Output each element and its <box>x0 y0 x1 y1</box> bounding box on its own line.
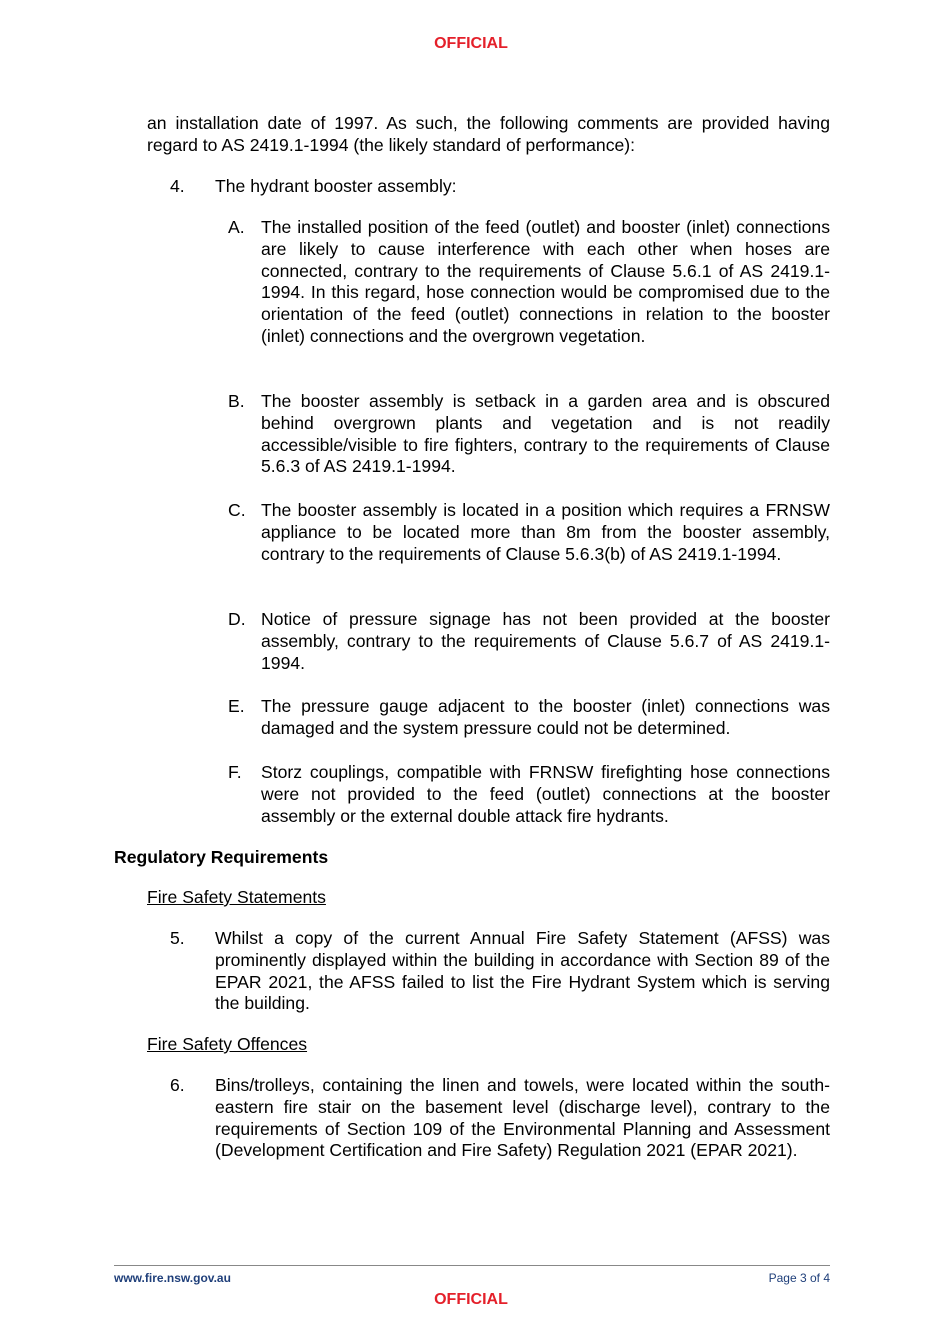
subitem-f-letter: F. <box>228 762 242 782</box>
regulatory-heading: Regulatory Requirements <box>114 847 329 867</box>
classification-header: OFFICIAL <box>434 35 508 52</box>
subitem-d-letter: D. <box>228 609 246 629</box>
subitem-a-letter: A. <box>228 217 245 237</box>
footer-divider <box>114 1265 830 1266</box>
subitem-d-text: Notice of pressure signage has not been provided at the booster assembly, contrary to the requirements of Clause 5.6.7 of AS 2419.1-1994. <box>261 609 830 673</box>
subitem-f-text: Storz couplings, compatible with FRNSW firefighting hose connections were not provided to the feed (outlet) connections at the booster assembly or the external double attack fire hydrants. <box>261 762 830 826</box>
classification-footer: OFFICIAL <box>434 1291 508 1308</box>
subitem-b-text: The booster assembly is setback in a garden area and is obscured behind overgrown plants and vegetation and is not readily accessible/visible to fire fighters, contrary to the requirements of Clause 5.6.3 of AS 2419.1-1994. <box>261 391 830 477</box>
intro-paragraph: an installation date of 1997. As such, the following comments are provided having regard to AS 2419.1-1994 (the likely standard of performance): <box>147 113 830 155</box>
item-6-text: Bins/trolleys, containing the linen and towels, were located within the south-eastern fire stair on the basement level (discharge level), contrary to the requirements of Section 109 of the Environmental Planning and Assessment (Development Certification and Fire Safety) Regulation 2021 (EPAR 2021). <box>215 1075 830 1161</box>
subitem-e-text: The pressure gauge adjacent to the booster (inlet) connections was damaged and the system pressure could not be determined. <box>261 696 830 738</box>
subitem-c-letter: C. <box>228 500 246 520</box>
subitem-e-letter: E. <box>228 696 245 716</box>
footer-website-link[interactable]: www.fire.nsw.gov.au <box>114 1271 231 1285</box>
subitem-c-text: The booster assembly is located in a position which requires a FRNSW appliance to be located more than 8m from the booster assembly, contrary to the requirements of Clause 5.6.3(b) of AS 2419.1-1994. <box>261 500 830 564</box>
item-5-number: 5. <box>170 928 185 948</box>
item-4-text: The hydrant booster assembly: <box>215 176 457 196</box>
subitem-a-text: The installed position of the feed (outlet) and booster (inlet) connections are likely to cause interference with each other when hoses are connected, contrary to the requirements of Clause 5.6.1 of AS 2419.1-1994. In this regard, hose connection would be compromised due to the orientation of the feed (outlet) connections in relation to the booster (inlet) connections and the overgrown vegetation. <box>261 217 830 346</box>
footer-page-number: Page 3 of 4 <box>768 1271 830 1285</box>
subitem-b-letter: B. <box>228 391 245 411</box>
item-6-number: 6. <box>170 1075 185 1095</box>
fire-safety-offences-heading: Fire Safety Offences <box>147 1034 308 1054</box>
item-5-text: Whilst a copy of the current Annual Fire Safety Statement (AFSS) was prominently displayed within the building in accordance with Section 89 of the EPAR 2021, the AFSS failed to list the Fire Hydrant System which is serving the building. <box>215 928 830 1014</box>
item-4-number: 4. <box>170 176 185 196</box>
fire-safety-statements-heading: Fire Safety Statements <box>147 887 326 907</box>
